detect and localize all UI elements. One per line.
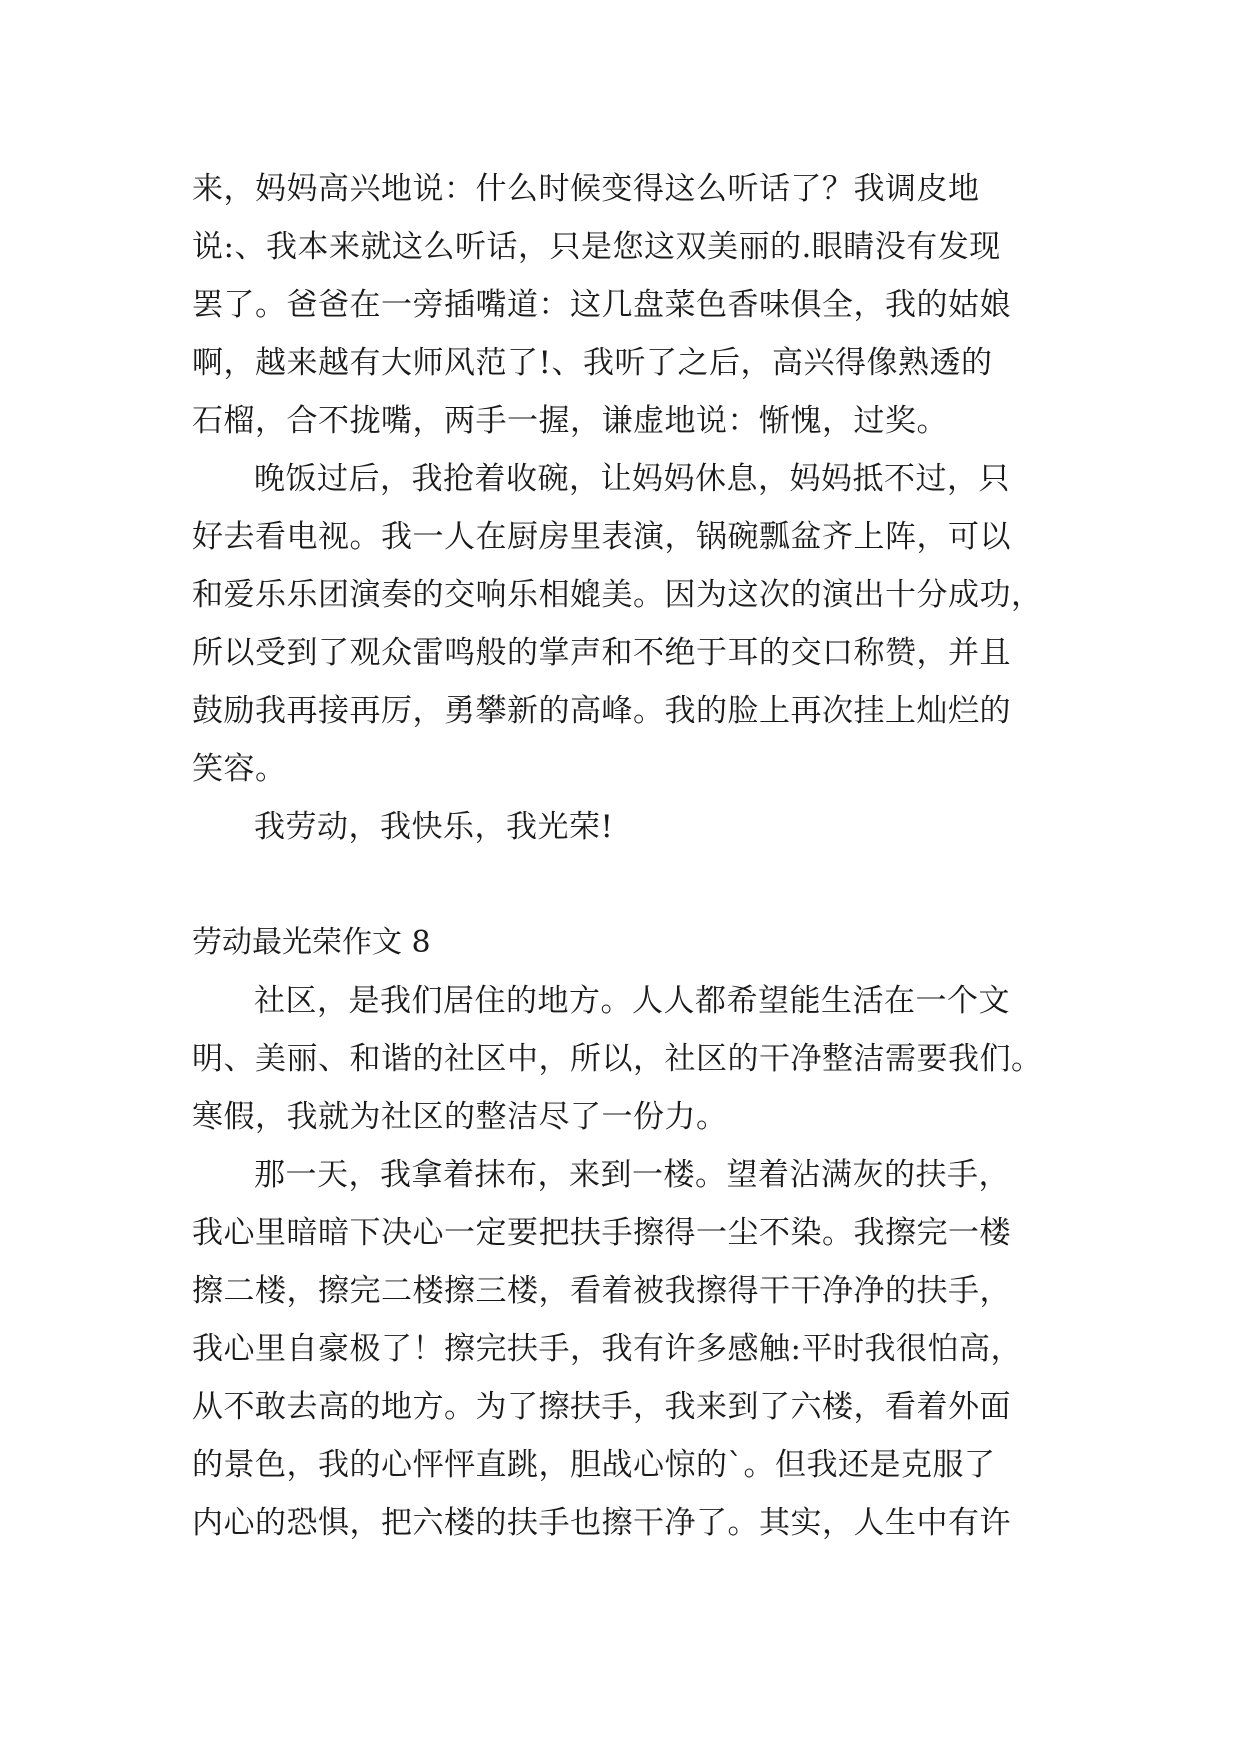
text-line: 擦二楼，擦完二楼擦三楼，看着被我擦得干干净净的扶手， [192,1273,1011,1309]
paragraph-conclusion [192,798,1054,856]
text-line: 内心的恐惧，把六楼的扶手也擦干净了。其实，人生中有许 [192,1505,1011,1541]
paragraph-cleaning-handrails [192,1146,1054,1552]
paragraph-dinner-dialogue [192,160,1054,450]
text-line: 罢了。爸爸在一旁插嘴道：这几盘菜色香味俱全，我的姑娘 [192,287,1011,323]
text-line: 那一天，我拿着抹布，来到一楼。望着沾满灰的扶手， [254,1157,1010,1193]
paragraph-community-intro [192,972,1054,1146]
text-line: 石榴，合不拢嘴，两手一握，谦虚地说：惭愧，过奖。 [192,403,948,439]
text-line: 明、美丽、和谐的社区中，所以，社区的干净整洁需要我们。 [192,1041,1043,1077]
section-heading: 劳动最光荣作文 8 [192,925,431,960]
paragraph-after-dinner [192,450,1054,798]
text-line: 我心里自豪极了！擦完扶手，我有许多感触:平时我很怕高， [192,1331,1022,1367]
text-line: 晚饭过后，我抢着收碗，让妈妈休息，妈妈抵不过，只 [254,461,1010,497]
text-line: 笑容。 [192,751,287,787]
text-line: 说:、我本来就这么听话，只是您这双美丽的.眼睛没有发现 [192,229,1001,265]
text-line: 寒假，我就为社区的整洁尽了一份力。 [192,1099,728,1135]
text-line: 社区，是我们居住的地方。人人都希望能生活在一个文 [254,983,1010,1019]
text-line: 的景色，我的心怦怦直跳，胆战心惊的`。但我还是克服了 [192,1447,996,1483]
text-line: 从不敢去高的地方。为了擦扶手，我来到了六楼，看着外面 [192,1389,1011,1425]
text-line: 好去看电视。我一人在厨房里表演，锅碗瓢盆齐上阵，可以 [192,519,1011,555]
document-page [192,160,1054,1552]
text-line: 我劳动，我快乐，我光荣! [254,809,614,845]
text-line: 鼓励我再接再厉，勇攀新的高峰。我的脸上再次挂上灿烂的 [192,693,1011,729]
text-line: 所以受到了观众雷鸣般的掌声和不绝于耳的交口称赞，并且 [192,635,1011,671]
text-line: 啊，越来越有大师风范了!、我听了之后，高兴得像熟透的 [192,345,993,381]
text-line: 和爱乐乐团演奏的交响乐相媲美。因为这次的演出十分成功， [192,577,1043,613]
text-line: 我心里暗暗下决心一定要把扶手擦得一尘不染。我擦完一楼 [192,1215,1011,1251]
text-line: 来，妈妈高兴地说：什么时候变得这么听话了？我调皮地 [192,171,980,207]
section-gap [192,856,1054,914]
